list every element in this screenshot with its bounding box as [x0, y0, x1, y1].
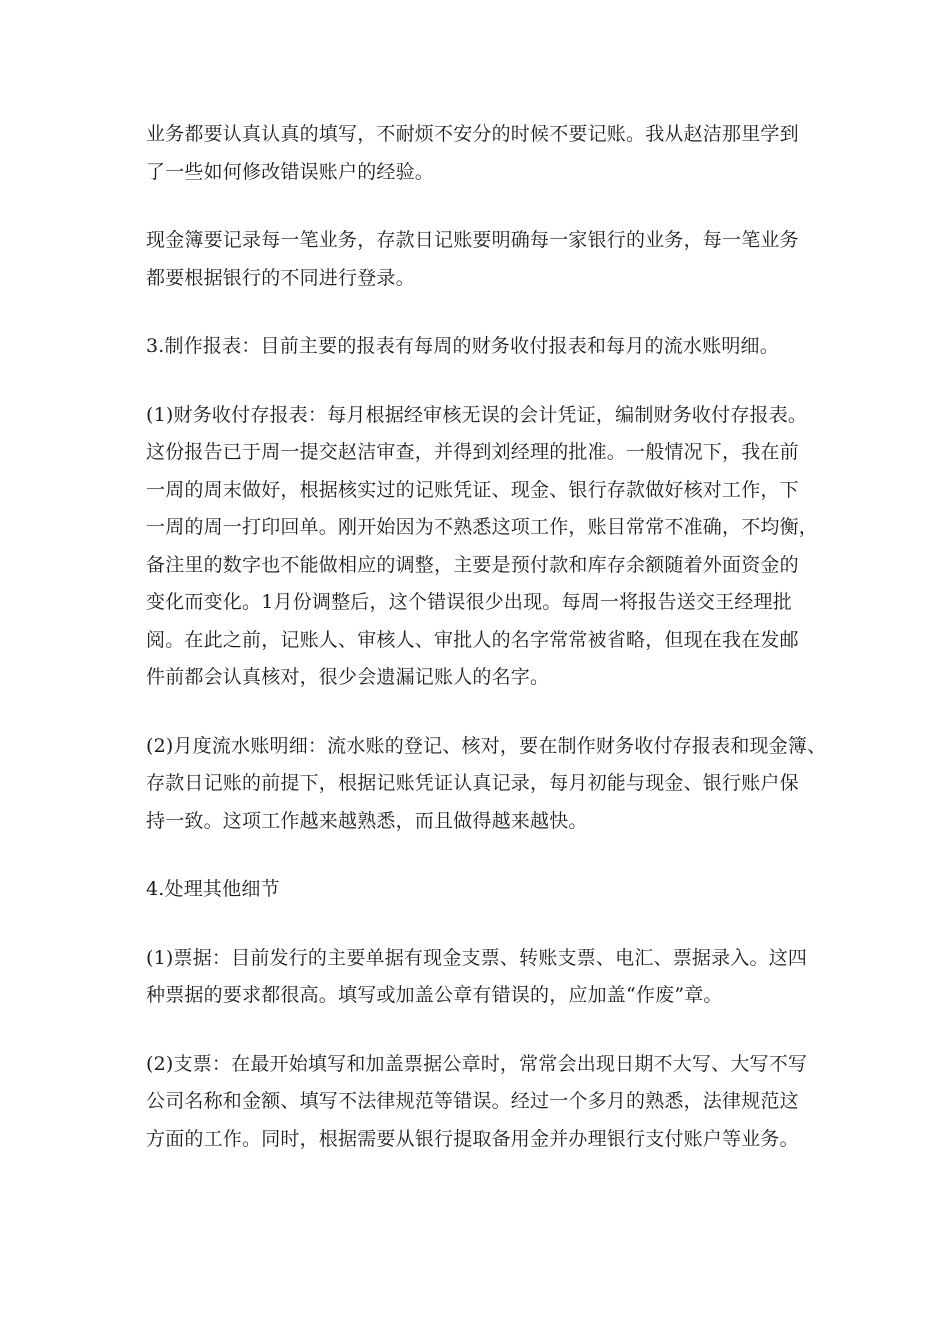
- text-line: 这份报告已于周一提交赵洁审查，并得到刘经理的批准。一般情况下，我在前: [146, 441, 799, 463]
- paragraph: [146, 116, 826, 191]
- text-line: 种票据的要求都很高。填写或加盖公章有错误的，应加盖“作废”章。: [146, 984, 723, 1006]
- text-line: 件前都会认真核对，很少会遗漏记账人的名字。: [146, 666, 550, 688]
- text-line: 公司名称和金额、填写不法律规范等错误。经过一个多月的熟悉，法律规范这: [146, 1090, 799, 1112]
- section-heading-reports: [146, 328, 826, 366]
- text-line: 4.处理其他细节: [146, 878, 280, 900]
- text-line: 都要根据银行的不同进行登录。: [146, 266, 415, 289]
- text-line: 3.制作报表：目前主要的报表有每周的财务收付报表和每月的流水账明细。: [146, 335, 779, 357]
- text-line: 一周的周一打印回单。刚开始因为不熟悉这项工作，账目常常不准确，不均衡，: [146, 516, 819, 538]
- text-line: 方面的工作。同时，根据需要从银行提取备用金并办理银行支付账户等业务。: [146, 1127, 799, 1150]
- text-line: 一周的周末做好，根据核实过的记账凭证、现金、银行存款做好核对工作，下: [146, 478, 799, 501]
- text-line: (1)票据：目前发行的主要单据有现金支票、转账支票、电汇、票据录入。这四: [146, 946, 808, 969]
- section-heading-details: [146, 871, 826, 909]
- text-line: 现金簿要记录每一笔业务，存款日记账要明确每一家银行的业务，每一笔业务: [146, 229, 799, 251]
- text-line: 存款日记账的前提下，根据记账凭证认真记录，每月初能与现金、银行账户保: [146, 772, 799, 794]
- text-line: (1)财务收付存报表：每月根据经审核无误的会计凭证，编制财务收付存报表。: [146, 403, 808, 426]
- text-line: (2)月度流水账明细：流水账的登记、核对，要在制作财务收付存报表和现金簿、: [146, 734, 827, 757]
- text-line: 备注里的数字也不能做相应的调整，主要是预付款和库存余额随着外面资金的: [146, 553, 799, 576]
- text-line: 了一些如何修改错误账户的经验。: [146, 160, 435, 183]
- document-body: [146, 116, 826, 1189]
- text-line: 变化而变化。1月份调整后，这个错误很少出现。每周一将报告送交王经理批: [146, 591, 792, 613]
- text-line: 阅。在此之前，记账人、审核人、审批人的名字常常被省略，但现在我在发邮: [146, 628, 799, 651]
- text-line: 持一致。这项工作越来越熟悉，而且做得越来越快。: [146, 809, 588, 832]
- paragraph: [146, 940, 826, 1015]
- paragraph: [146, 728, 826, 841]
- paragraph: [146, 1046, 826, 1159]
- text-line: 业务都要认真认真的填写，不耐烦不安分的时候不要记账。我从赵洁那里学到: [146, 123, 799, 145]
- paragraph: [146, 397, 826, 697]
- paragraph: [146, 222, 826, 297]
- text-line: (2)支票：在最开始填写和加盖票据公章时，常常会出现日期不大写、大写不写: [146, 1052, 808, 1075]
